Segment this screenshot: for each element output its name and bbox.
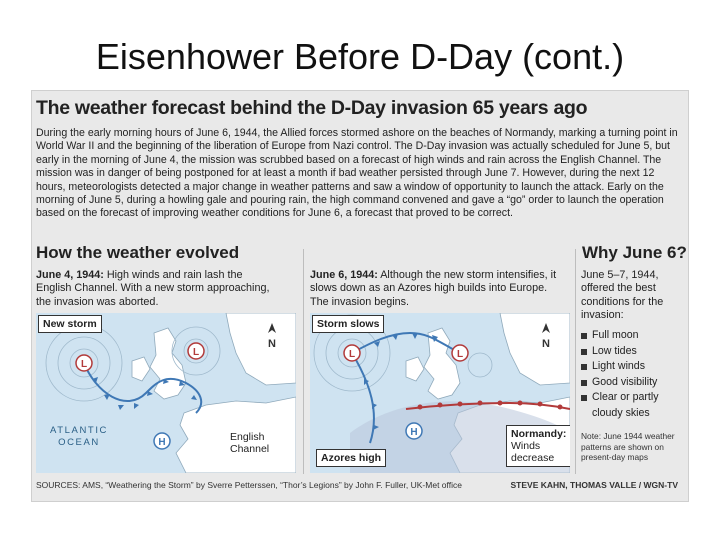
english-channel-callout (226, 429, 273, 457)
normandy-line: decrease (511, 452, 555, 464)
june4-weather-map (36, 313, 296, 473)
june4-description (36, 269, 276, 309)
list-item (581, 390, 670, 421)
square-bullet-icon (581, 395, 587, 401)
condition-label: Low tides (592, 344, 637, 357)
ocean-label-line: ATLANTIC (50, 425, 109, 436)
new-storm-callout: New storm (38, 315, 102, 333)
low-label: L (348, 349, 356, 360)
why-heading: Why June 6? (582, 243, 687, 262)
channel-label-line: Channel (230, 443, 270, 455)
june6-weather-map (310, 313, 570, 473)
north-label: N (542, 338, 550, 350)
slide-title: Eisenhower Before D-Day (cont.) (95, 36, 625, 77)
ocean-label-line: OCEAN (58, 437, 100, 448)
north-label: N (268, 338, 276, 350)
column-divider (303, 249, 304, 474)
june4-date: June 4, 1944: (36, 269, 104, 281)
normandy-line: Winds (511, 440, 541, 452)
intro-paragraph: During the early morning hours of June 6, 1944, the Allied forces stormed ashore on the beaches of Normandy, marking a turning point in World War II and the beginning of the liberation of Europe from Nazi control. The D-Day invasion was actually scheduled for June 5, but early in the morning of June 4, the mission was scrubbed based on a forecast of high winds and rain across the English Channel. The mission was in danger of being postponed for at least a month if bad weather persisted through June 7. However, during the next 12 hours, meteorologists detected a major change in weather patterns and saw a window of opportunity to launch the attack. Early on the morning of June 5, during a howling gale and pouring rain, the high command convened and gave a “go” order to launch the operation based on the forecast of improving weather conditions for June 6, a forecast that proved to be correct. (36, 127, 678, 220)
low-label: L (192, 347, 200, 358)
high-label: H (158, 437, 166, 448)
normandy-callout (506, 425, 570, 467)
condition-label: Good visibility (592, 375, 658, 388)
list-item (581, 344, 670, 360)
condition-label: Light winds (592, 360, 645, 372)
weather-infographic (31, 90, 689, 502)
condition-label: Clear or partly cloudy skies (592, 391, 659, 419)
evolved-heading: How the weather evolved (36, 243, 240, 262)
square-bullet-icon (581, 380, 587, 386)
normandy-title: Normandy: (511, 428, 567, 440)
storm-slows-callout: Storm slows (312, 315, 384, 333)
why-intro-text: June 5–7, 1944, offered the best conditions for the invasion: (581, 269, 664, 322)
square-bullet-icon (581, 333, 587, 339)
june6-description (310, 269, 560, 309)
azores-high-callout: Azores high (316, 449, 386, 467)
map-note: Note: June 1944 weather patterns are shown on present-day maps (581, 431, 675, 463)
june4-text: High winds and rain lash the English Channel. With a new storm approaching, the invasion was aborted. (36, 269, 270, 308)
square-bullet-icon (581, 349, 587, 355)
low-label: L (456, 349, 464, 360)
square-bullet-icon (581, 364, 587, 370)
column-divider (575, 249, 576, 474)
high-label: H (410, 427, 418, 438)
list-item (581, 328, 670, 344)
sources-footer: SOURCES: AMS, “Weathering the Storm” by Sverre Petterssen, “Thor’s Legions” by John F. Fuller, UK-Met office (36, 480, 462, 490)
conditions-list (581, 328, 670, 421)
june6-date: June 6, 1944: (310, 269, 378, 281)
list-item (581, 359, 670, 375)
list-item (581, 375, 670, 391)
credit-footer: STEVE KAHN, THOMAS VALLE / WGN-TV (510, 480, 678, 490)
condition-label: Full moon (592, 329, 639, 341)
june6-text: Although the new storm intensifies, it slows down as an Azores high builds into Europe. The invasion begins. (310, 269, 557, 308)
atlantic-ocean-label (50, 425, 108, 449)
channel-label-line: English (230, 431, 265, 443)
infographic-headline: The weather forecast behind the D-Day invasion 65 years ago (36, 97, 588, 119)
low-label: L (80, 359, 88, 370)
